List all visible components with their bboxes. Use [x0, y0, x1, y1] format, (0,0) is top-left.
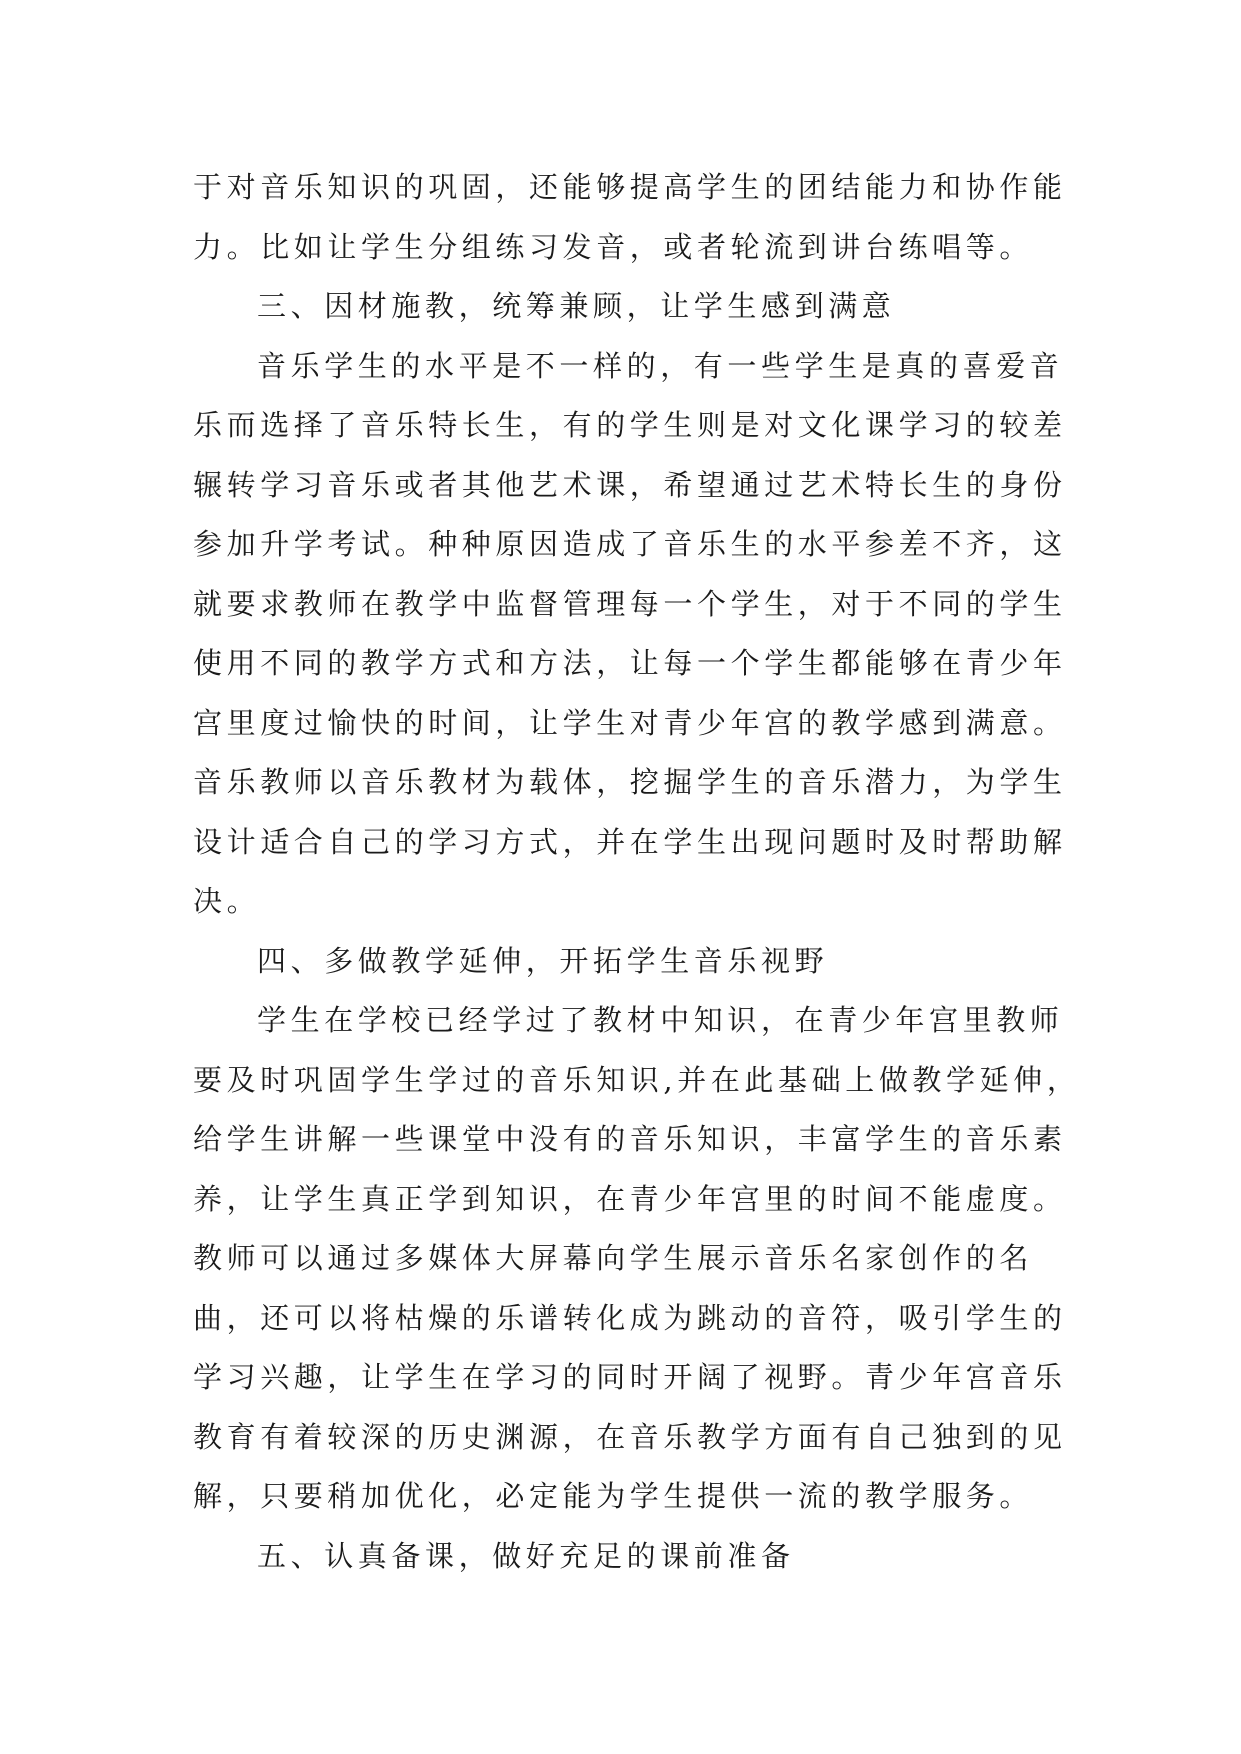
text-line: 力。比如让学生分组练习发音，或者轮流到讲台练唱等。	[193, 229, 1034, 264]
text-line: 学习兴趣，让学生在学习的同时开阔了视野。青少年宫音乐	[193, 1360, 1067, 1394]
paragraph-start-line: 四、多做教学延伸，开拓学生音乐视野	[257, 943, 829, 978]
text-line: 教师可以通过多媒体大屏幕向学生展示音乐名家创作的名	[193, 1241, 1034, 1275]
text-line: 音乐教师以音乐教材为载体，挖掘学生的音乐潜力，为学生	[193, 765, 1067, 799]
text-line: 辗转学习音乐或者其他艺术课，希望通过艺术特长生的身份	[193, 467, 1067, 502]
paragraph-start-line: 五、认真备课，做好充足的课前准备	[257, 1538, 795, 1573]
text-line: 教育有着较深的历史渊源，在音乐教学方面有自己独到的见	[193, 1419, 1067, 1454]
text-line: 参加升学考试。种种原因造成了音乐生的水平参差不齐，这	[193, 527, 1067, 561]
text-line: 养，让学生真正学到知识，在青少年宫里的时间不能虚度。	[193, 1181, 1067, 1216]
text-line: 宫里度过愉快的时间，让学生对青少年宫的教学感到满意。	[193, 705, 1067, 740]
text-line: 设计适合自己的学习方式，并在学生出现问题时及时帮助解	[193, 824, 1067, 859]
text-line: 给学生讲解一些课堂中没有的音乐知识，丰富学生的音乐素	[193, 1122, 1067, 1156]
paragraph-start-line: 三、因材施教，统筹兼顾，让学生感到满意	[257, 289, 896, 323]
text-line: 决。	[193, 884, 261, 918]
text-line: 使用不同的教学方式和方法，让每一个学生都能够在青少年	[193, 646, 1067, 680]
text-line: 要及时巩固学生学过的音乐知识,并在此基础上做教学延伸，	[193, 1062, 1081, 1097]
text-line: 解，只要稍加优化，必定能为学生提供一流的教学服务。	[193, 1479, 1034, 1513]
text-line: 于对音乐知识的巩固，还能够提高学生的团结能力和协作能	[193, 170, 1067, 204]
body-text	[193, 158, 1081, 1586]
paragraph-start-line: 音乐学生的水平是不一样的，有一些学生是真的喜爱音	[257, 348, 1064, 383]
text-line: 乐而选择了音乐特长生，有的学生则是对文化课学习的较差	[193, 408, 1067, 442]
paragraph-start-line: 学生在学校已经学过了教材中知识，在青少年宫里教师	[257, 1003, 1064, 1037]
text-line: 曲，还可以将枯燥的乐谱转化成为跳动的音符，吸引学生的	[193, 1300, 1067, 1335]
text-line: 就要求教师在教学中监督管理每一个学生，对于不同的学生	[193, 586, 1067, 621]
